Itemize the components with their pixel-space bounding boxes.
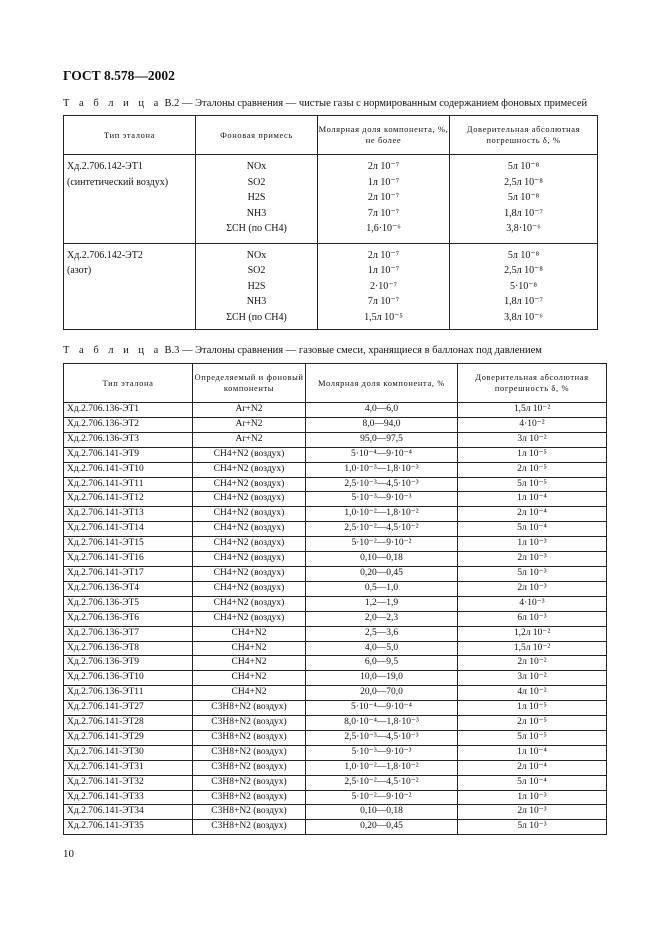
column-header: Молярная доля компонента, % (306, 364, 458, 403)
standard-type-cell: Хд.2.706.141-ЭТ10 (64, 462, 193, 477)
standard-type-cell: Хд.2.706.141-ЭТ35 (64, 820, 193, 835)
components-cell: CH4+N2 (193, 686, 306, 701)
table-row (64, 477, 607, 492)
components-cell: C3H8+N2 (воздух) (193, 820, 306, 835)
error-cell: 5л 10⁻⁸ 2,5л 10⁻⁸ 5·10⁻⁸ 1,8л 10⁻⁷ 3,8л 10⁻⁶ (450, 243, 598, 330)
error-cell: 1,5л 10⁻² (458, 403, 607, 418)
components-cell: CH4+N2 (193, 626, 306, 641)
fraction-cell: 2,5·10⁻³—4,5·10⁻³ (306, 730, 458, 745)
fraction-cell: 0,20—0,45 (306, 566, 458, 581)
fraction-cell: 10,0—19,0 (306, 671, 458, 686)
error-cell: 1л 10⁻⁴ (458, 745, 607, 760)
fraction-cell: 0,5—1,0 (306, 581, 458, 596)
error-cell: 2л 10⁻⁴ (458, 760, 607, 775)
error-cell: 5л 10⁻⁸ 2,5л 10⁻⁸ 5л 10⁻⁸ 1,8л 10⁻⁷ 3,8·10⁻⁶ (450, 155, 598, 244)
column-header: Молярная доля компонента, %, не более (318, 116, 450, 155)
table-row (64, 155, 598, 244)
standard-type-cell: Хд.2.706.141-ЭТ9 (64, 447, 193, 462)
components-cell: CH4+N2 (воздух) (193, 537, 306, 552)
fraction-cell: 5·10⁻²—9·10⁻² (306, 790, 458, 805)
error-cell: 1л 10⁻³ (458, 790, 607, 805)
fraction-cell: 8,0—94,0 (306, 417, 458, 432)
components-cell: CH4+N2 (193, 656, 306, 671)
components-cell: CH4+N2 (воздух) (193, 507, 306, 522)
error-cell: 2л 10⁻³ (458, 552, 607, 567)
fraction-cell: 1,0·10⁻³—1,8·10⁻³ (306, 462, 458, 477)
components-cell: C3H8+N2 (воздух) (193, 745, 306, 760)
document-header: ГОСТ 8.578—2002 (63, 68, 175, 83)
standard-type-cell: Хд.2.706.136-ЭТ7 (64, 626, 193, 641)
error-cell: 4л 10⁻² (458, 686, 607, 701)
standard-type-cell: Хд.2.706.141-ЭТ13 (64, 507, 193, 522)
table-b3-header-row (64, 364, 607, 403)
impurity-cell: NOx SO2 H2S NH3 ΣCH (по CH4) (196, 243, 318, 330)
error-cell: 5л 10⁻³ (458, 820, 607, 835)
fraction-cell: 1,0·10⁻²—1,8·10⁻² (306, 507, 458, 522)
components-cell: Ar+N2 (193, 403, 306, 418)
fraction-cell: 4,0—6,0 (306, 403, 458, 418)
error-cell: 1л 10⁻⁴ (458, 492, 607, 507)
standard-type-cell: Хд.2.706.136-ЭТ4 (64, 581, 193, 596)
table-row (64, 566, 607, 581)
standard-type-cell: Хд.2.706.142-ЭТ2 (азот) (67, 249, 143, 276)
column-header: Доверительная абсолютная погрешность δ, % (450, 116, 598, 155)
components-cell: CH4+N2 (воздух) (193, 581, 306, 596)
standard-type-cell: Хд.2.706.141-ЭТ27 (64, 701, 193, 716)
error-cell: 1л 10⁻⁵ (458, 447, 607, 462)
table-row (64, 656, 607, 671)
standard-type-cell: Хд.2.706.141-ЭТ29 (64, 730, 193, 745)
components-cell: C3H8+N2 (воздух) (193, 775, 306, 790)
error-cell: 4·10⁻² (458, 417, 607, 432)
components-cell: CH4+N2 (воздух) (193, 522, 306, 537)
fraction-cell: 2,5·10⁻³—4,5·10⁻³ (306, 477, 458, 492)
standard-type-cell: Хд.2.706.136-ЭТ5 (64, 596, 193, 611)
fraction-cell: 20,0—70,0 (306, 686, 458, 701)
table-row (64, 462, 607, 477)
standard-type-cell: Хд.2.706.136-ЭТ1 (64, 403, 193, 418)
table-row (64, 641, 607, 656)
standard-type-cell: Хд.2.706.141-ЭТ34 (64, 805, 193, 820)
fraction-cell: 5·10⁻²—9·10⁻² (306, 537, 458, 552)
table-row (64, 745, 607, 760)
fraction-cell: 2л 10⁻⁷ 1л 10⁻⁷ 2л 10⁻⁷ 7л 10⁻⁷ 1,6·10⁻⁶ (318, 155, 450, 244)
components-cell: CH4+N2 (193, 641, 306, 656)
error-cell: 3л 10⁻² (458, 432, 607, 447)
table-row (64, 790, 607, 805)
error-cell: 5л 10⁻⁵ (458, 730, 607, 745)
table-row (64, 403, 607, 418)
fraction-cell: 2,0—2,3 (306, 611, 458, 626)
error-cell: 1,5л 10⁻² (458, 641, 607, 656)
standard-type-cell: Хд.2.706.141-ЭТ30 (64, 745, 193, 760)
column-header: Тип эталона (64, 116, 196, 155)
table-b2-caption-text: В.2 — Эталоны сравнения — чистые газы с нормированным содержанием фоновых примесей (164, 98, 588, 109)
components-cell: C3H8+N2 (воздух) (193, 760, 306, 775)
table-row (64, 701, 607, 716)
impurity-cell: NOx SO2 H2S NH3 ΣCH (по CH4) (196, 155, 318, 244)
standard-type-cell: Хд.2.706.141-ЭТ28 (64, 716, 193, 731)
table-row (64, 671, 607, 686)
standard-type-cell: Хд.2.706.141-ЭТ14 (64, 522, 193, 537)
error-cell: 2л 10⁻² (458, 656, 607, 671)
column-header: Фоновая примесь (196, 116, 318, 155)
fraction-cell: 5·10⁻⁴—9·10⁻⁴ (306, 447, 458, 462)
components-cell: C3H8+N2 (воздух) (193, 805, 306, 820)
standard-type-cell: Хд.2.706.141-ЭТ16 (64, 552, 193, 567)
table-b2-header-row (64, 116, 598, 155)
components-cell: Ar+N2 (193, 432, 306, 447)
table-row (64, 492, 607, 507)
column-header: Определяемый и фоновый компоненты (193, 364, 306, 403)
fraction-cell: 2,5·10⁻²—4,5·10⁻² (306, 522, 458, 537)
table-row (64, 611, 607, 626)
error-cell: 1,2л 10⁻² (458, 626, 607, 641)
components-cell: CH4+N2 (воздух) (193, 611, 306, 626)
components-cell: CH4+N2 (воздух) (193, 552, 306, 567)
table-row (64, 243, 598, 330)
error-cell: 5л 10⁻⁴ (458, 775, 607, 790)
table-b2 (63, 115, 598, 330)
fraction-cell: 8,0·10⁻⁴—1,8·10⁻³ (306, 716, 458, 731)
fraction-cell: 2л 10⁻⁷ 1л 10⁻⁷ 2·10⁻⁷ 7л 10⁻⁷ 1,5л 10⁻⁵ (318, 243, 450, 330)
standard-type-cell: Хд.2.706.141-ЭТ31 (64, 760, 193, 775)
standard-type-cell: Хд.2.706.141-ЭТ12 (64, 492, 193, 507)
fraction-cell: 6,0—9,5 (306, 656, 458, 671)
error-cell: 3л 10⁻² (458, 671, 607, 686)
fraction-cell: 2,5·10⁻²—4,5·10⁻² (306, 775, 458, 790)
error-cell: 6л 10⁻³ (458, 611, 607, 626)
standard-type-cell: Хд.2.706.136-ЭТ9 (64, 656, 193, 671)
table-b3-caption-text: В.3 — Эталоны сравнения — газовые смеси, хранящиеся в баллонах под давлением (164, 345, 542, 356)
components-cell: CH4+N2 (воздух) (193, 596, 306, 611)
components-cell: CH4+N2 (воздух) (193, 462, 306, 477)
table-b3-caption (63, 345, 542, 356)
table-row (64, 686, 607, 701)
standard-type-cell: Хд.2.706.136-ЭТ2 (64, 417, 193, 432)
error-cell: 2л 10⁻⁵ (458, 462, 607, 477)
table-b3 (63, 363, 607, 835)
error-cell: 1л 10⁻³ (458, 537, 607, 552)
standard-type-cell: Хд.2.706.136-ЭТ11 (64, 686, 193, 701)
table-b3-body (64, 403, 607, 835)
error-cell: 5л 10⁻³ (458, 566, 607, 581)
table-row (64, 596, 607, 611)
table-row (64, 507, 607, 522)
table-row (64, 552, 607, 567)
error-cell: 2л 10⁻³ (458, 581, 607, 596)
components-cell: Ar+N2 (193, 417, 306, 432)
standard-type-cell: Хд.2.706.141-ЭТ33 (64, 790, 193, 805)
table-row (64, 522, 607, 537)
standard-type-cell: Хд.2.706.136-ЭТ8 (64, 641, 193, 656)
error-cell: 5л 10⁻⁵ (458, 477, 607, 492)
fraction-cell: 0,20—0,45 (306, 820, 458, 835)
standard-type-cell: Хд.2.706.141-ЭТ15 (64, 537, 193, 552)
fraction-cell: 1,0·10⁻²—1,8·10⁻² (306, 760, 458, 775)
table-row (64, 716, 607, 731)
fraction-cell: 5·10⁻³—9·10⁻³ (306, 492, 458, 507)
components-cell: CH4+N2 (воздух) (193, 492, 306, 507)
components-cell: CH4+N2 (воздух) (193, 566, 306, 581)
standard-type-cell: Хд.2.706.142-ЭТ1 (синтетический воздух) (64, 155, 196, 244)
fraction-cell: 2,5—3,6 (306, 626, 458, 641)
table-row (64, 775, 607, 790)
standard-type-cell: Хд.2.706.136-ЭТ6 (64, 611, 193, 626)
standard-type-cell: Хд.2.706.141-ЭТ17 (64, 566, 193, 581)
table-row (64, 760, 607, 775)
components-cell: C3H8+N2 (воздух) (193, 701, 306, 716)
components-cell: CH4+N2 (воздух) (193, 477, 306, 492)
standard-type-cell: Хд.2.706.141-ЭТ32 (64, 775, 193, 790)
components-cell: C3H8+N2 (воздух) (193, 716, 306, 731)
error-cell: 2л 10⁻³ (458, 805, 607, 820)
fraction-cell: 0,10—0,18 (306, 805, 458, 820)
error-cell: 2л 10⁻⁵ (458, 716, 607, 731)
table-row (64, 432, 607, 447)
standard-type-cell: Хд.2.706.141-ЭТ11 (64, 477, 193, 492)
table-row (64, 626, 607, 641)
fraction-cell: 1,2—1,9 (306, 596, 458, 611)
table-b2-caption (63, 98, 587, 109)
table-b2-label: Т а б л и ц а (63, 98, 162, 109)
error-cell: 1л 10⁻⁵ (458, 701, 607, 716)
table-row (64, 537, 607, 552)
components-cell: CH4+N2 (воздух) (193, 447, 306, 462)
fraction-cell: 5·10⁻³—9·10⁻³ (306, 745, 458, 760)
table-row (64, 805, 607, 820)
table-row (64, 820, 607, 835)
page-number: 10 (63, 848, 74, 860)
table-row (64, 447, 607, 462)
table-row (64, 730, 607, 745)
components-cell: C3H8+N2 (воздух) (193, 730, 306, 745)
fraction-cell: 4,0—5,0 (306, 641, 458, 656)
standard-type-cell: Хд.2.706.136-ЭТ10 (64, 671, 193, 686)
table-row (64, 581, 607, 596)
fraction-cell: 95,0—97,5 (306, 432, 458, 447)
table-b3-label: Т а б л и ц а (63, 345, 162, 356)
components-cell: C3H8+N2 (воздух) (193, 790, 306, 805)
error-cell: 5л 10⁻⁴ (458, 522, 607, 537)
table-row (64, 417, 607, 432)
error-cell: 2л 10⁻⁴ (458, 507, 607, 522)
column-header: Тип эталона (64, 364, 193, 403)
components-cell: CH4+N2 (193, 671, 306, 686)
fraction-cell: 0,10—0,18 (306, 552, 458, 567)
fraction-cell: 5·10⁻⁴—9·10⁻⁴ (306, 701, 458, 716)
standard-type-cell: Хд.2.706.136-ЭТ3 (64, 432, 193, 447)
error-cell: 4·10⁻³ (458, 596, 607, 611)
column-header: Доверительная абсолютная погрешность δ, % (458, 364, 607, 403)
